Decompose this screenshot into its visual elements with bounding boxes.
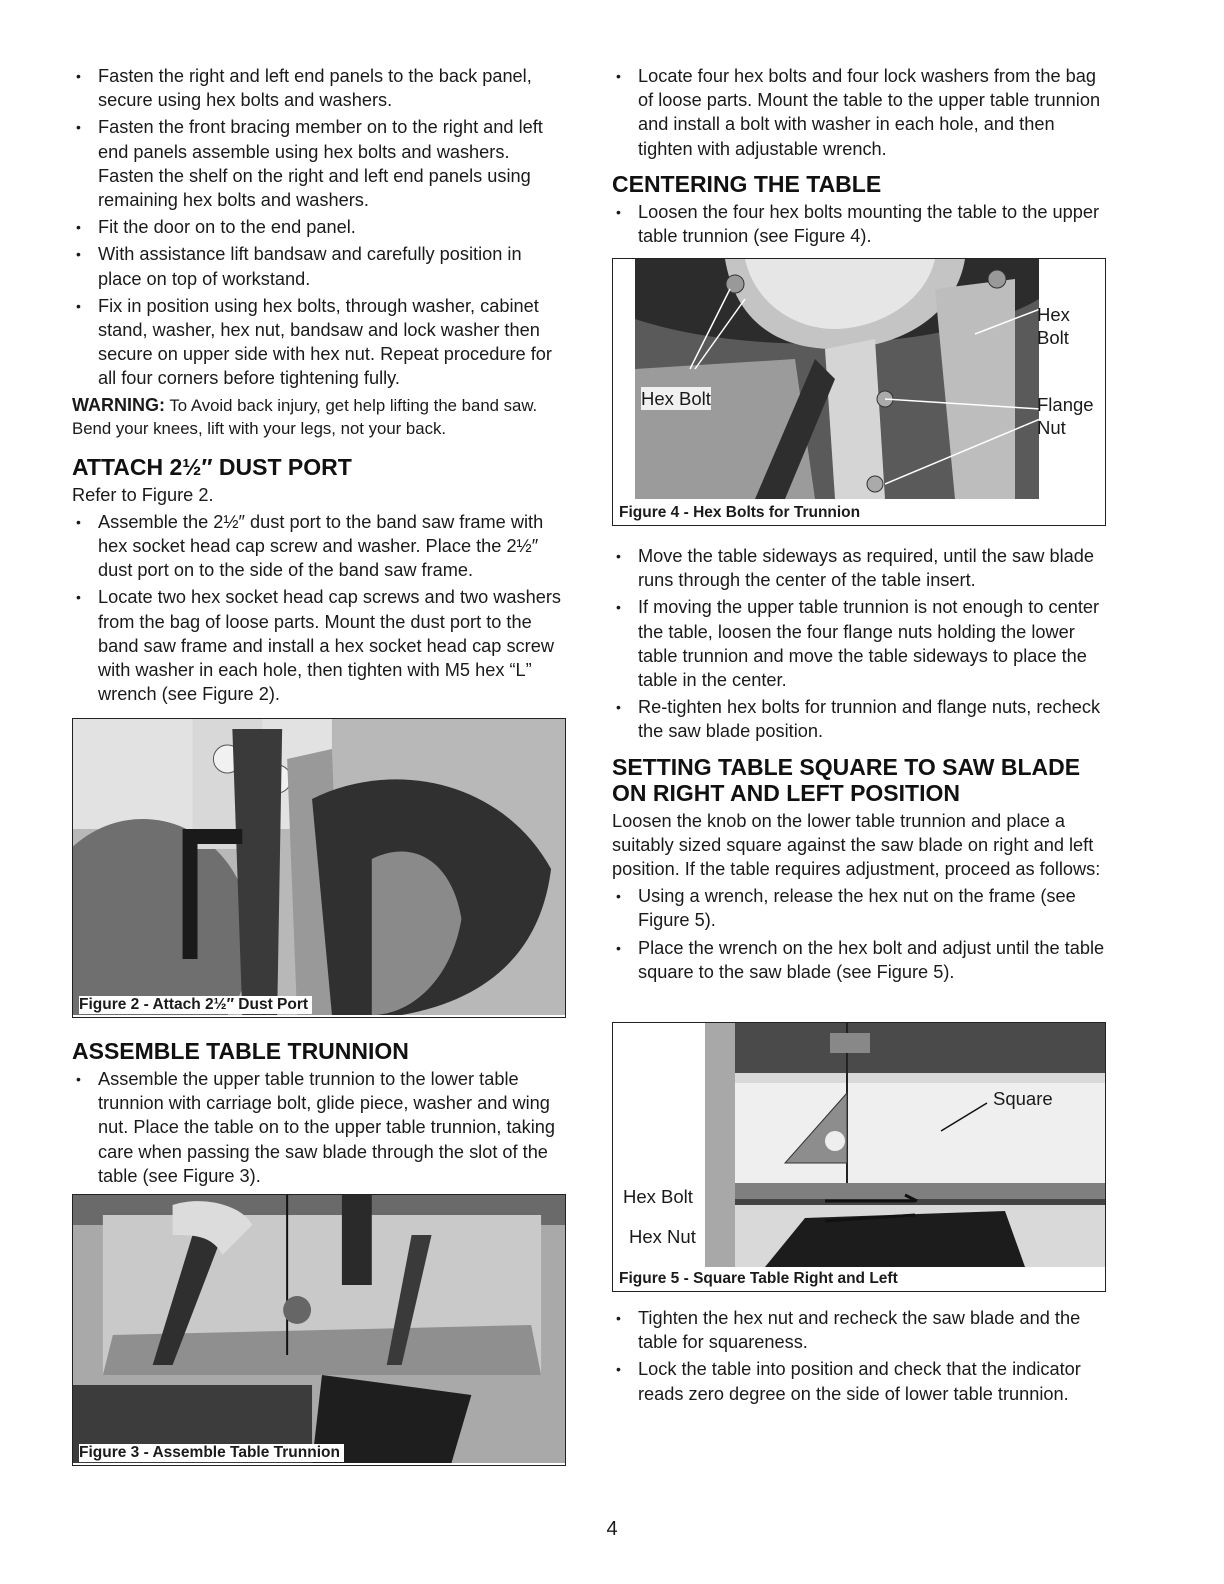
list-item: • Locate two hex socket head cap screws and two washers from the bag of loose parts. Mount the dust port to the band saw frame and install a hex socket head cap screw with washer in each hole, then tighten with M5 hex “L” wrench (see Figure 2). bbox=[72, 585, 566, 706]
centering-steps-list bbox=[612, 544, 1106, 744]
dust-port-refer: Refer to Figure 2. bbox=[72, 484, 214, 505]
dust-port-photo bbox=[73, 719, 565, 1015]
list-item: • If moving the upper table trunnion is not enough to center the table, loosen the four flange nuts holding the lower table trunnion and move the table sideways to place the table in the center. bbox=[612, 595, 1106, 692]
list-item: • Locate four hex bolts and four lock washers from the bag of loose parts. Mount the table to the upper table trunnion and install a bolt with washer in each hole, and then tighten with adjustable wrench. bbox=[612, 64, 1106, 161]
warning-note bbox=[72, 394, 566, 440]
list-item: • With assistance lift bandsaw and carefully position in place on top of workstand. bbox=[72, 242, 566, 290]
list-item: • Fit the door on to the end panel. bbox=[72, 215, 566, 239]
list-item: • Tighten the hex nut and recheck the saw blade and the table for squareness. bbox=[612, 1306, 1106, 1354]
hex-nut-label: Hex Nut bbox=[629, 1226, 696, 1247]
trunnion-photo bbox=[73, 1195, 565, 1463]
flange-nut-label bbox=[1037, 393, 1094, 439]
list-item: • Fasten the right and left end panels to the back panel, secure using hex bolts and washers. bbox=[72, 64, 566, 112]
list-item: • Loosen the four hex bolts mounting the table to the upper table trunnion (see Figure 4). bbox=[612, 200, 1106, 248]
trunnion-bolts-photo bbox=[635, 259, 1039, 499]
square-label: Square bbox=[993, 1088, 1053, 1109]
warning-text: To Avoid back injury, get help lifting the band saw. Bend your knees, lift with your legs, not your back. bbox=[72, 395, 538, 438]
dust-port-list bbox=[72, 510, 566, 707]
right-bottom-section bbox=[612, 1306, 1106, 1409]
figure-3-caption: Figure 3 - Assemble Table Trunnion bbox=[79, 1444, 344, 1462]
list-item: • Re-tighten hex bolts for trunnion and flange nuts, recheck the saw blade position. bbox=[612, 695, 1106, 743]
list-item: • Lock the table into position and check that the indicator reads zero degree on the side of lower table trunnion. bbox=[612, 1357, 1106, 1405]
square-table-photo bbox=[705, 1023, 1105, 1267]
hex-bolt-label-line-2: Bolt bbox=[1037, 327, 1069, 348]
square-heading-line-2: ON RIGHT AND LEFT POSITION bbox=[612, 779, 960, 806]
mount-table-list bbox=[612, 64, 1106, 161]
hex-bolt-label: Hex Bolt bbox=[623, 1186, 693, 1207]
hex-bolt-label-left: Hex Bolt bbox=[641, 388, 711, 409]
centering-list bbox=[612, 200, 1106, 248]
flange-nut-label-line-1: Flange bbox=[1037, 394, 1094, 415]
list-item: • Move the table sideways as required, until the saw blade runs through the center of the table insert. bbox=[612, 544, 1106, 592]
hex-bolt-label-line-1: Hex bbox=[1037, 304, 1070, 325]
hex-bolt-label-right bbox=[1037, 303, 1070, 349]
figure-4 bbox=[612, 258, 1106, 526]
list-item: • Fasten the front bracing member on to the right and left end panels assemble using hex bolts and washers. Fasten the shelf on the right and left end panels using remaining hex bolts and washers. bbox=[72, 115, 566, 212]
list-item: • Fix in position using hex bolts, through washer, cabinet stand, washer, hex nut, bandsaw and lock washer then secure on upper side with hex nut. Repeat procedure for all four corners before tightening fully. bbox=[72, 294, 566, 391]
right-column bbox=[612, 64, 1106, 251]
left-column bbox=[72, 64, 566, 709]
list-item: • Place the wrench on the hex bolt and adjust until the table square to the saw blade (see Figure 5). bbox=[612, 936, 1106, 984]
list-item: • Using a wrench, release the hex nut on the frame (see Figure 5). bbox=[612, 884, 1106, 932]
figure-5-caption: Figure 5 - Square Table Right and Left bbox=[619, 1270, 902, 1288]
figure-3 bbox=[72, 1194, 566, 1466]
square-intro: Loosen the knob on the lower table trunnion and place a suitably sized square against the saw blade on right and left position. If the table requires adjustment, proceed as follows: bbox=[612, 810, 1101, 880]
figure-2 bbox=[72, 718, 566, 1018]
trunnion-list bbox=[72, 1067, 566, 1188]
figure-2-caption: Figure 2 - Attach 2½″ Dust Port bbox=[79, 996, 312, 1014]
warning-label: WARNING: bbox=[72, 394, 165, 415]
right-middle-section bbox=[612, 544, 1106, 987]
trunnion-section bbox=[72, 1030, 566, 1191]
centering-heading: CENTERING THE TABLE bbox=[612, 170, 882, 197]
square-heading bbox=[612, 754, 1106, 806]
list-item: • Assemble the 2½″ dust port to the band saw frame with hex socket head cap screw and washer. Place the 2½″ dust port on to the side of the band saw frame. bbox=[72, 510, 566, 583]
figure-4-caption: Figure 4 - Hex Bolts for Trunnion bbox=[619, 504, 864, 522]
final-steps-list bbox=[612, 1306, 1106, 1406]
square-steps-list bbox=[612, 884, 1106, 984]
figure-5 bbox=[612, 1022, 1106, 1292]
square-heading-line-1: SETTING TABLE SQUARE TO SAW BLADE bbox=[612, 753, 1081, 780]
page-number: 4 bbox=[606, 1518, 618, 1540]
list-item: • Assemble the upper table trunnion to the lower table trunnion with carriage bolt, glide piece, washer and wing nut. Place the table on to the upper table trunnion, taking care when passing the saw blade through the slot of the table (see Figure 3). bbox=[72, 1067, 566, 1188]
workstand-assembly-list bbox=[72, 64, 566, 391]
flange-nut-label-line-2: Nut bbox=[1037, 417, 1066, 438]
dust-port-heading: ATTACH 2½″ DUST PORT bbox=[72, 453, 352, 480]
trunnion-heading: ASSEMBLE TABLE TRUNNION bbox=[72, 1038, 409, 1064]
